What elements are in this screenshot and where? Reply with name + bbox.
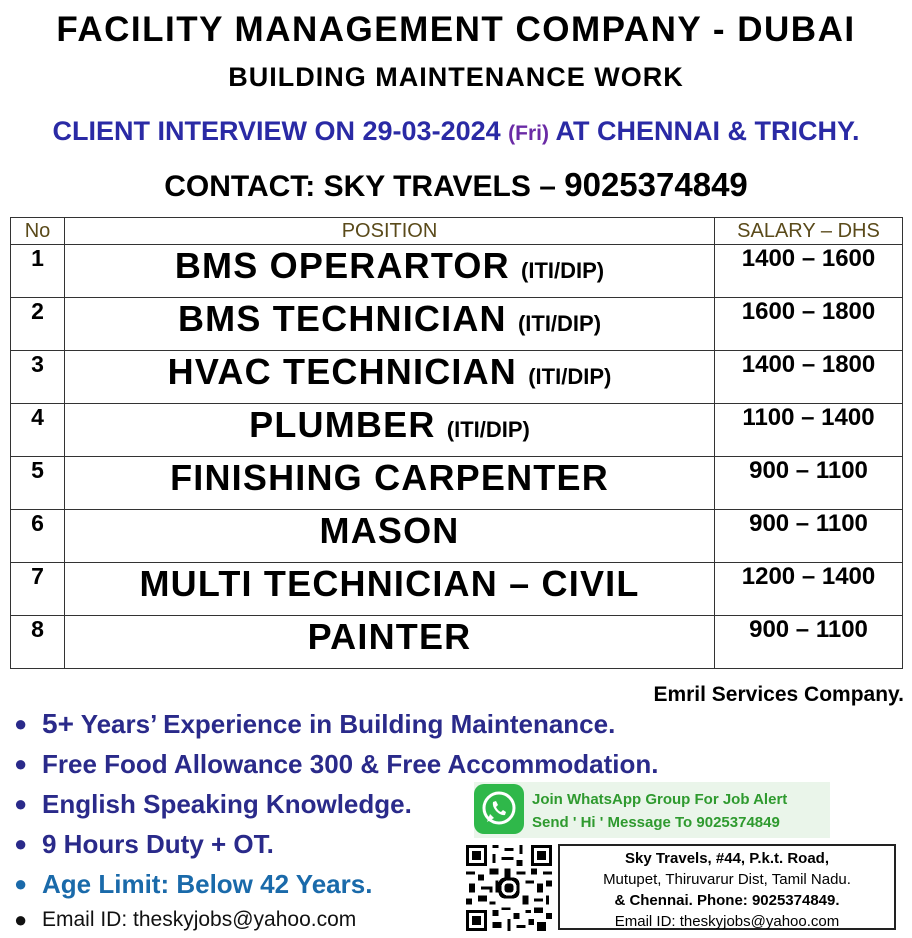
row-number: 1 xyxy=(11,245,65,298)
row-salary: 900 – 1100 xyxy=(715,457,903,510)
table-row xyxy=(11,510,903,563)
row-salary: 1600 – 1800 xyxy=(715,298,903,351)
header-salary: SALARY – DHS xyxy=(715,218,903,245)
food-text: Free Food Allowance 300 & Free Accommodation. xyxy=(42,749,659,779)
position-title: PAINTER xyxy=(307,616,472,657)
interview-day: (Fri) xyxy=(508,122,549,145)
table-row xyxy=(11,351,903,404)
position-title: MULTI TECHNICIAN – CIVIL xyxy=(139,563,640,604)
row-number: 7 xyxy=(11,563,65,616)
row-position xyxy=(65,616,715,669)
row-position xyxy=(65,457,715,510)
contact-line xyxy=(0,166,912,204)
address-box xyxy=(558,844,896,930)
position-qualification: (ITI/DIP) xyxy=(446,417,530,442)
table-row xyxy=(11,404,903,457)
row-number: 2 xyxy=(11,298,65,351)
interview-suffix: AT CHENNAI & TRICHY. xyxy=(548,116,860,146)
whatsapp-line1: Join WhatsApp Group For Job Alert xyxy=(532,791,788,808)
experience-years: 5+ xyxy=(42,708,74,739)
english-text: English Speaking Knowledge. xyxy=(42,789,412,819)
row-number: 6 xyxy=(11,510,65,563)
bullet-icon: ● xyxy=(14,751,28,776)
page-subtitle: BUILDING MAINTENANCE WORK xyxy=(228,62,684,92)
position-qualification: (ITI/DIP) xyxy=(521,258,605,283)
row-position xyxy=(65,510,715,563)
table-row xyxy=(11,245,903,298)
row-position xyxy=(65,351,715,404)
row-salary: 900 – 1100 xyxy=(715,616,903,669)
table-row xyxy=(11,616,903,669)
position-qualification: (ITI/DIP) xyxy=(517,311,602,336)
address-line2: Mutupet, Thiruvarur Dist, Tamil Nadu. xyxy=(603,871,851,888)
address-line3: & Chennai. Phone: 9025374849. xyxy=(614,892,840,909)
qr-code-icon[interactable] xyxy=(466,845,552,931)
position-title: HVAC TECHNICIAN xyxy=(167,351,518,392)
table-header-row xyxy=(11,218,903,245)
position-title: MASON xyxy=(319,510,460,551)
row-number: 5 xyxy=(11,457,65,510)
duty-text: 9 Hours Duty + OT. xyxy=(42,829,274,859)
age-text: Age Limit: Below 42 Years. xyxy=(42,869,373,899)
header-position: POSITION xyxy=(65,218,715,245)
address-line4: Email ID: theskyjobs@yahoo.com xyxy=(614,913,840,930)
position-title: BMS OPERARTOR xyxy=(174,245,510,286)
bullet-icon: ● xyxy=(14,907,28,932)
bullet-icon: ● xyxy=(14,871,28,896)
row-salary: 1400 – 1800 xyxy=(715,351,903,404)
interview-date: 29-03-2024 xyxy=(362,116,501,146)
whatsapp-banner[interactable] xyxy=(474,782,830,838)
row-position xyxy=(65,563,715,616)
whatsapp-line2: Send ' Hi ' Message To 9025374849 xyxy=(532,814,780,831)
bullet-icon: ● xyxy=(14,791,28,816)
position-title: PLUMBER xyxy=(249,404,436,445)
table-row xyxy=(11,563,903,616)
position-qualification: (ITI/DIP) xyxy=(528,364,612,389)
position-title: FINISHING CARPENTER xyxy=(170,457,609,498)
contact-prefix: CONTACT: SKY TRAVELS – xyxy=(164,170,565,203)
row-salary: 900 – 1100 xyxy=(715,510,903,563)
email-text: Email ID: theskyjobs@yahoo.com xyxy=(42,908,357,931)
interview-prefix: CLIENT INTERVIEW ON xyxy=(52,116,363,146)
company-name: Emril Services Company. xyxy=(653,683,904,706)
page-title: FACILITY MANAGEMENT COMPANY - DUBAI xyxy=(56,10,856,49)
interview-line xyxy=(0,116,912,147)
bullet-icon: ● xyxy=(14,831,28,856)
list-item xyxy=(12,704,658,744)
table-row xyxy=(11,298,903,351)
header-no: No xyxy=(11,218,65,245)
position-title: BMS TECHNICIAN xyxy=(177,298,507,339)
positions-table xyxy=(10,217,903,669)
row-salary: 1100 – 1400 xyxy=(715,404,903,457)
address-line1: Sky Travels, #44, P.k.t. Road, xyxy=(624,850,829,867)
row-position xyxy=(65,245,715,298)
row-number: 3 xyxy=(11,351,65,404)
row-position xyxy=(65,298,715,351)
row-salary: 1400 – 1600 xyxy=(715,245,903,298)
row-salary: 1200 – 1400 xyxy=(715,563,903,616)
bullet-icon: ● xyxy=(14,711,28,736)
whatsapp-icon xyxy=(474,784,524,834)
experience-text: Years’ Experience in Building Maintenance. xyxy=(73,709,616,739)
row-number: 8 xyxy=(11,616,65,669)
row-number: 4 xyxy=(11,404,65,457)
list-item xyxy=(12,744,658,784)
row-position xyxy=(65,404,715,457)
contact-phone: 9025374849 xyxy=(564,166,748,203)
table-row xyxy=(11,457,903,510)
